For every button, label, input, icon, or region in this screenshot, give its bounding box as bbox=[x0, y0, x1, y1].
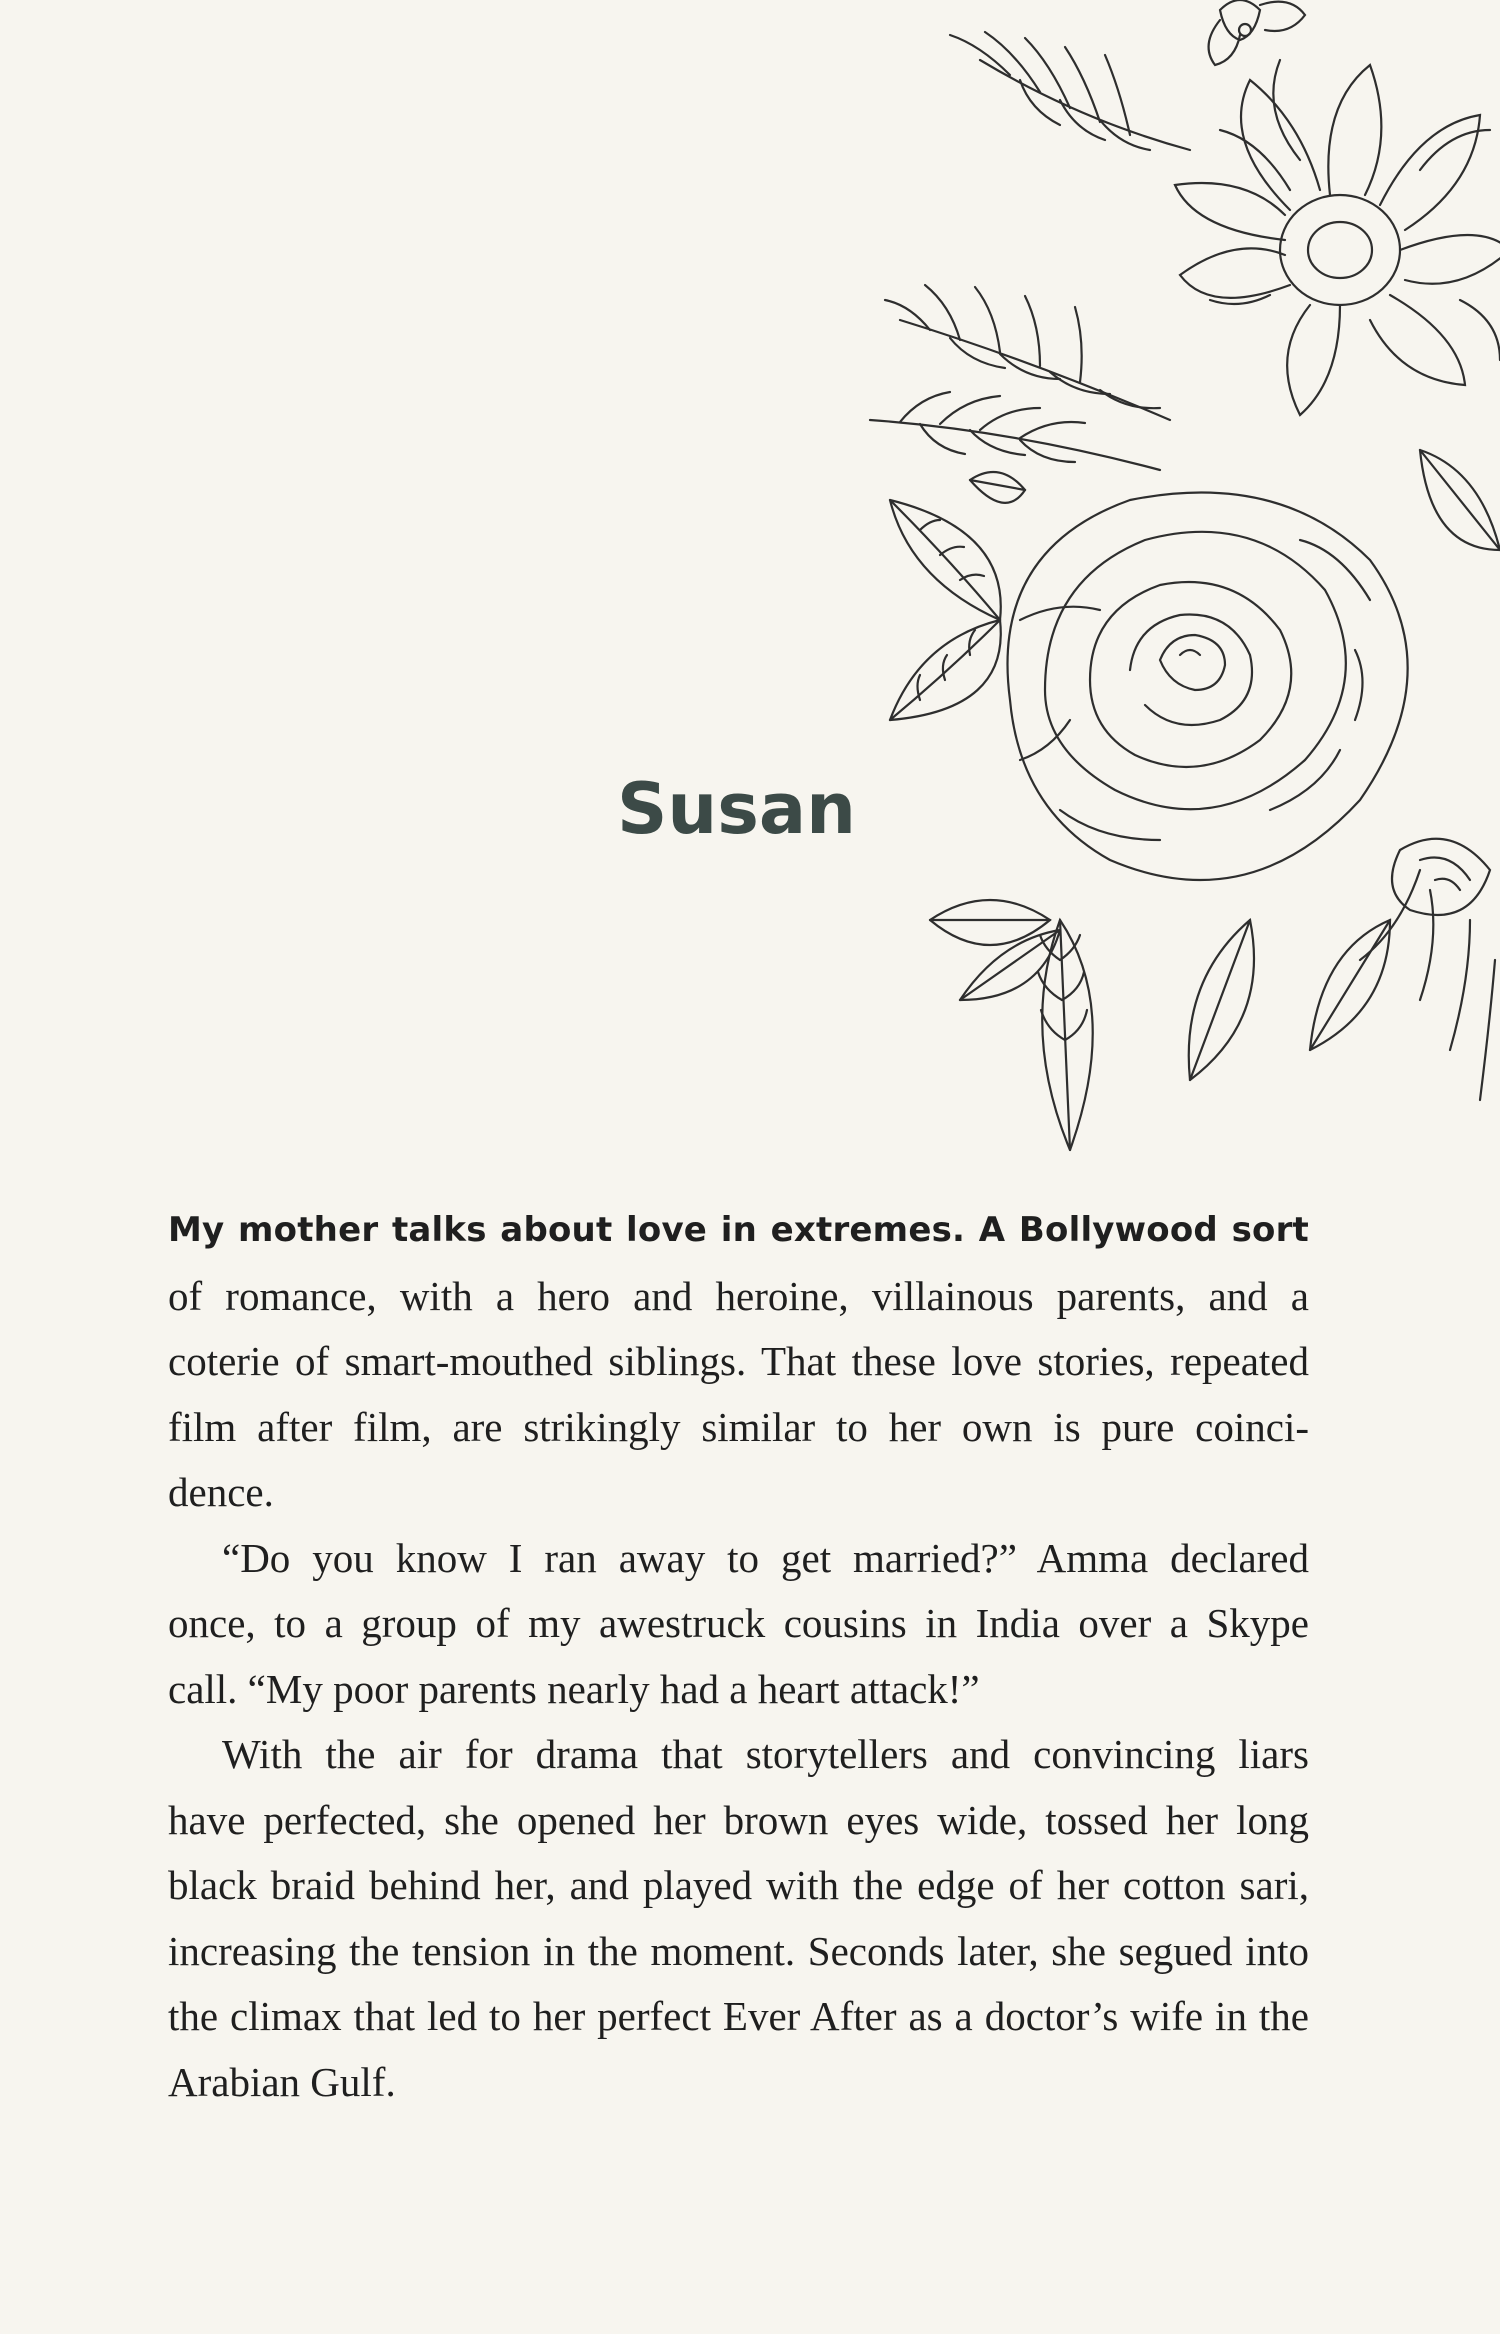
lead-in-line: My mother talks about love in extremes. A Bollywood sort bbox=[168, 1210, 1309, 1250]
text-line: increasing the tension in the moment. Seconds later, she segued into bbox=[168, 1927, 1309, 1974]
paragraph-3 bbox=[168, 1722, 1309, 2115]
fern-frond-top bbox=[950, 32, 1190, 150]
leaf-bottom-left bbox=[930, 900, 1060, 1000]
fern-frond-lower bbox=[870, 392, 1160, 470]
leaf-left-lower bbox=[890, 620, 1001, 720]
text-line: Arabian Gulf. bbox=[168, 2058, 396, 2105]
text-line: With the air for drama that storytellers and convincing liars bbox=[222, 1731, 1309, 1777]
text-line: black braid behind her, and played with the edge of her cotton sari, bbox=[168, 1862, 1309, 1908]
leaf-bottom-right bbox=[1189, 920, 1390, 1080]
text-line: the climax that led to her perfect Ever After as a doctor’s wife in the bbox=[168, 1993, 1309, 2039]
text-line: dence. bbox=[168, 1469, 274, 1515]
small-lily-flower bbox=[1209, 0, 1305, 65]
chapter-body bbox=[168, 1198, 1309, 2115]
paragraph-1 bbox=[168, 1198, 1309, 1526]
text-line: call. “My poor parents nearly had a heart attack!” bbox=[168, 1665, 980, 1712]
floral-illustration bbox=[860, 0, 1500, 1180]
leaf-left-upper bbox=[890, 500, 1001, 620]
text-line: have perfected, she opened her brown eyes wide, tossed her long bbox=[168, 1796, 1309, 1843]
grass-blades-right bbox=[1360, 870, 1495, 1100]
text-line: “Do you know I ran away to get married?” Amma declared bbox=[222, 1534, 1309, 1581]
leaf-small-upper bbox=[970, 472, 1025, 503]
dahlia-flower bbox=[1175, 60, 1500, 415]
leaf-bottom-center bbox=[1038, 920, 1093, 1150]
leaf-right-mid bbox=[1420, 450, 1500, 550]
chapter-title: Susan bbox=[617, 768, 856, 850]
text-line: coterie of smart-mouthed siblings. That these love stories, repeated bbox=[168, 1338, 1309, 1384]
text-line: film after film, are strikingly similar to her own is pure coinci- bbox=[168, 1403, 1309, 1450]
text-line: once, to a group of my awestruck cousins in India over a Skype bbox=[168, 1600, 1309, 1646]
paragraph-2 bbox=[168, 1526, 1309, 1723]
rose-flower bbox=[1008, 493, 1408, 881]
text-line: of romance, with a hero and heroine, villainous parents, and a bbox=[168, 1272, 1309, 1319]
